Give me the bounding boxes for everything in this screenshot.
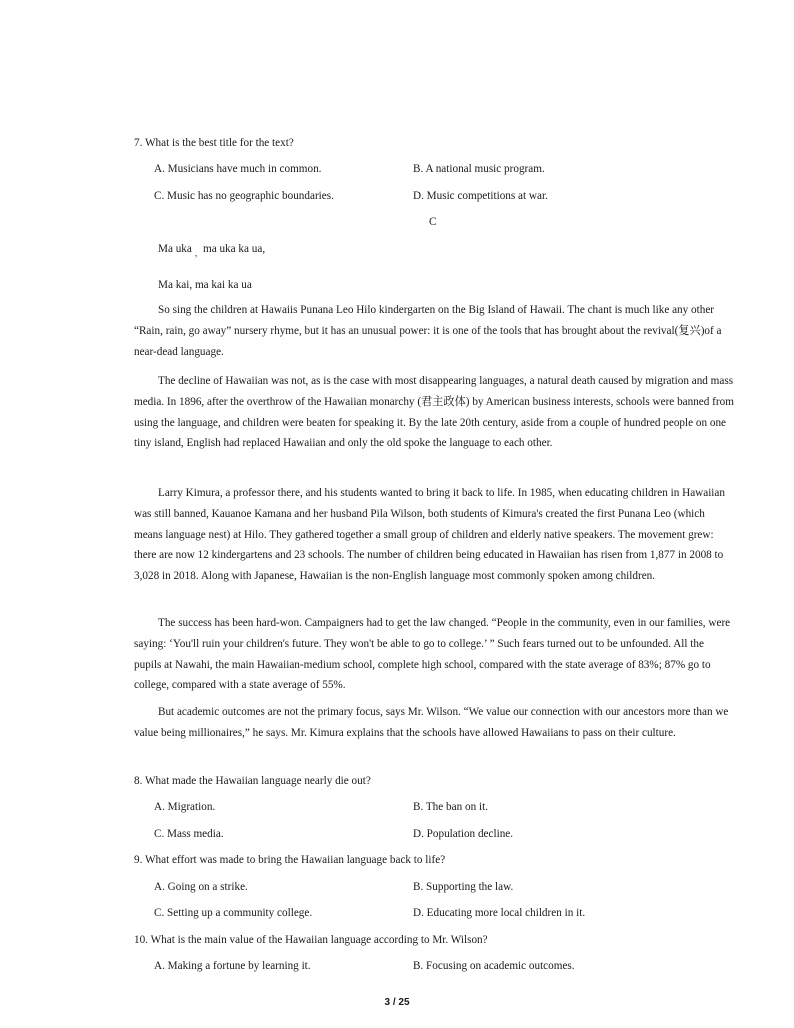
q7-option-b: B. A national music program. (413, 163, 545, 175)
section-letter: C (429, 216, 437, 228)
q8-option-b: B. The ban on it. (413, 801, 488, 813)
q7-option-a: A. Musicians have much in common. (154, 163, 322, 175)
passage-paragraph-2: The decline of Hawaiian was not, as is the case with most disappearing languages, a natural death caused by migration and mass media. In 1896, after the overthrow of the Hawaiian monarchy (君主政体) by American business interests, schools were banned from using the language, and children were beaten for speaking it. By the late 20th century, aside from a couple of hundred people on one tiny island, English had replaced Hawaiian and only the old spoke the language to each other. (134, 375, 734, 450)
q10-option-b: B. Focusing on academic outcomes. (413, 960, 575, 972)
q9-option-d: D. Educating more local children in it. (413, 907, 586, 919)
page-number: 3 / 25 (384, 997, 410, 1008)
q9-option-c: C. Setting up a community college. (154, 907, 313, 919)
question-9: 9. What effort was made to bring the Hawaiian language back to life? (134, 854, 446, 866)
chant-line-1b: ma uka ka ua, (203, 243, 266, 255)
q7-option-d: D. Music competitions at war. (413, 190, 548, 202)
question-10: 10. What is the main value of the Hawaiian language according to Mr. Wilson? (134, 934, 488, 946)
q9-option-a: A. Going on a strike. (154, 881, 248, 893)
q7-option-c: C. Music has no geographic boundaries. (154, 190, 334, 202)
q8-option-c: C. Mass media. (154, 828, 224, 840)
passage-paragraph-4: The success has been hard-won. Campaigners had to get the law changed. “People in the community, even in our families, were saying: ‘You'll ruin your children's future. They won't be able to go to college.’ ” Such fears turned out to be unfounded. All the pupils at Nawahi, the main Hawaiian-medium school, complete high school, compared with the state average of 83%; 87% go to college, compared with a state average of 55%. (134, 617, 731, 692)
q9-option-b: B. Supporting the law. (413, 881, 514, 893)
passage-paragraph-1: So sing the children at Hawaiis Punana Leo Hilo kindergarten on the Big Island of Hawaii. The chant is much like any other “Rain, rain, go away” nursery rhyme, but it has an unusual power: it is one of the tools that has brought about the revival(复兴)of a near-dead language. (134, 304, 722, 358)
question-8: 8. What made the Hawaiian language nearly die out? (134, 775, 371, 787)
q10-option-a: A. Making a fortune by learning it. (154, 960, 311, 972)
passage-paragraph-3: Larry Kimura, a professor there, and his students wanted to bring it back to life. In 1985, when educating children in Hawaiian was still banned, Kauanoe Kamana and her husband Pila Wilson, both students of Kimura's created the first Punana Leo (which means language nest) at Hilo. They gathered together a small group of children and elderly native speakers. The movement grew: there are now 12 kindergartens and 23 schools. The number of children being educated in Hawaiian has risen from 1,877 in 2008 to 3,028 in 2018. Along with Japanese, Hawaiian is the non-English language most commonly spoken among children. (134, 487, 725, 583)
chant-comma-mark: , (195, 248, 198, 258)
q8-option-a: A. Migration. (154, 801, 216, 813)
question-7: 7. What is the best title for the text? (134, 137, 294, 149)
chant-line-2: Ma kai, ma kai ka ua (158, 279, 252, 291)
q8-option-d: D. Population decline. (413, 828, 514, 840)
passage-paragraph-5: But academic outcomes are not the primary focus, says Mr. Wilson. “We value our connection with our ancestors more than we value being millionaires,” he says. Mr. Kimura explains that the schools have allowed Hawaiians to pass on their culture. (134, 706, 729, 739)
chant-line-1a: Ma uka (158, 243, 192, 255)
